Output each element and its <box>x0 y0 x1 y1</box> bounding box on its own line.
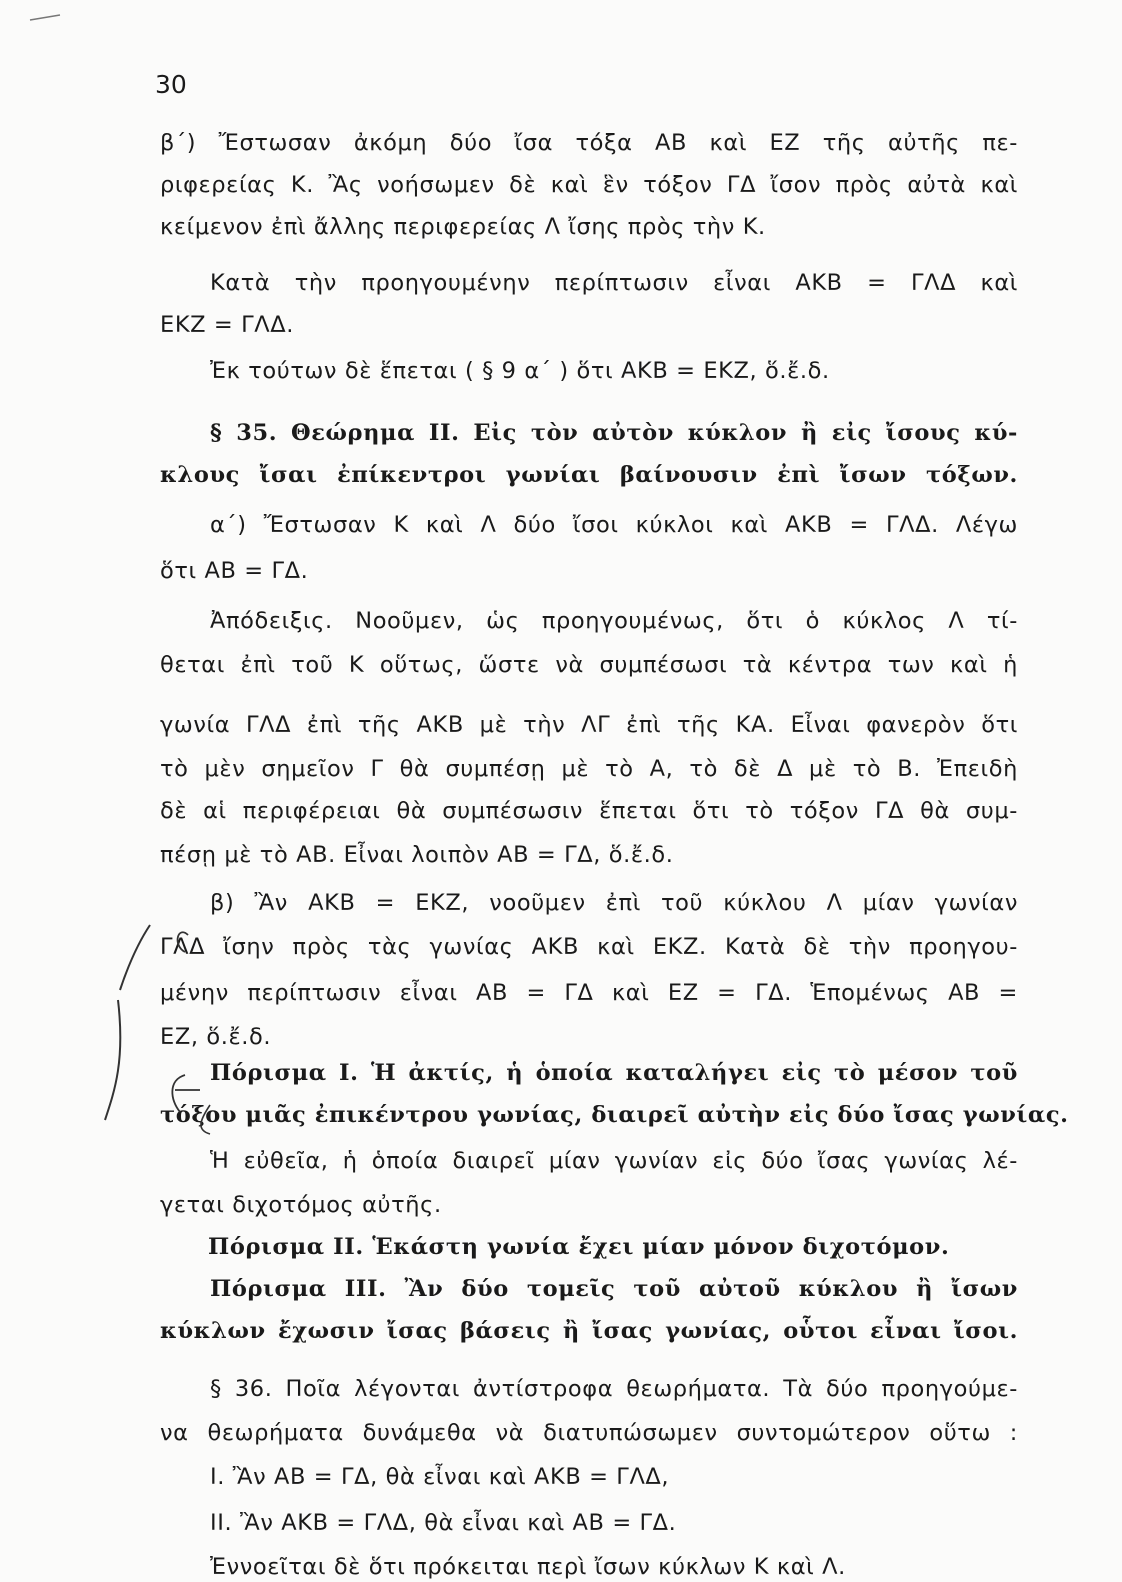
text-line: ΕΚΖ = ΓΛΔ. <box>160 312 295 338</box>
text-line: τὸ μὲν σημεῖον Γ θὰ συμπέσῃ μὲ τὸ Α, τὸ δὲ Δ μὲ τὸ Β. Ἐπειδὴ <box>160 756 1018 782</box>
corollary-heading: κύκλων ἔχωσιν ἴσας βάσεις ἢ ἴσας γωνίας, οὗτοι εἶναι ἴσοι. <box>160 1318 1018 1344</box>
text-line: πέσῃ μὲ τὸ ΑΒ. Εἶναι λοιπὸν ΑΒ = ΓΔ, ὅ.ἔ.δ. <box>160 842 674 868</box>
corollary-heading: τόξου μιᾶς ἐπικέντρου γωνίας, διαιρεῖ αὐτὴν εἰς δύο ἴσας γωνίας. <box>160 1102 1069 1128</box>
text-line: μένην περίπτωσιν εἶναι ΑΒ = ΓΔ καὶ ΕΖ = ΓΔ. Ἑπομένως ΑΒ = <box>160 980 1018 1006</box>
text-line: ὅτι ΑΒ = ΓΔ. <box>160 558 309 584</box>
text-line: β΄) Ἔστωσαν ἀκόμη δύο ἴσα τόξα ΑΒ καὶ ΕΖ τῆς αὐτῆς πε- <box>160 130 1018 156</box>
theorem-heading: κλους ἴσαι ἐπίκεντροι γωνίαι βαίνουσιν ἐπὶ ἴσων τόξων. <box>160 462 1018 488</box>
text-line: ριφερείας Κ. Ἂς νοήσωμεν δὲ καὶ ἓν τόξον ΓΔ ἴσον πρὸς αὐτὰ καὶ <box>160 172 1018 198</box>
text-line: Ἐκ τούτων δὲ ἕπεται ( § 9 α΄ ) ὅτι ΑΚΒ = ΕΚΖ, ὅ.ἔ.δ. <box>210 358 830 384</box>
section-heading: § 36. Ποῖα λέγονται ἀντίστροφα θεωρήματα. Τὰ δύο προηγούμε- <box>210 1376 1018 1402</box>
text-line: ΓΛΔ ἴσην πρὸς τὰς γωνίας ΑΚΒ καὶ ΕΚΖ. Κατὰ δὲ τὴν προηγου- <box>160 934 1018 960</box>
text-line: γεται διχοτόμος αὐτῆς. <box>160 1192 442 1218</box>
text-line: Κατὰ τὴν προηγουμένην περίπτωσιν εἶναι ΑΚΒ = ΓΛΔ καὶ <box>210 270 1018 296</box>
text-line: γωνία ΓΛΔ ἐπὶ τῆς ΑΚΒ μὲ τὴν ΛΓ ἐπὶ τῆς ΚΑ. Εἶναι φανερὸν ὅτι <box>160 712 1018 738</box>
page-number: 30 <box>155 70 187 99</box>
corollary-heading: Πόρισμα ΙΙ. Ἑκάστη γωνία ἔχει μίαν μόνον διχοτόμον. <box>208 1234 950 1260</box>
text-line: ΙΙ. Ἂν ΑΚΒ = ΓΛΔ, θὰ εἶναι καὶ ΑΒ = ΓΔ. <box>210 1510 677 1536</box>
text-line: Ι. Ἂν ΑΒ = ΓΔ, θὰ εἶναι καὶ ΑΚΒ = ΓΛΔ, <box>210 1464 670 1490</box>
text-line: Ἀπόδειξις. Νοοῦμεν, ὡς προηγουμένως, ὅτι ὁ κύκλος Λ τί- <box>210 608 1018 634</box>
text-line: α΄) Ἔστωσαν Κ καὶ Λ δύο ἴσοι κύκλοι καὶ ΑΚΒ = ΓΛΔ. Λέγω <box>210 512 1018 538</box>
corollary-heading: Πόρισμα ΙΙΙ. Ἂν δύο τομεῖς τοῦ αὐτοῦ κύκλου ἢ ἴσων <box>210 1276 1018 1302</box>
text-line: Ἐννοεῖται δὲ ὅτι πρόκειται περὶ ἴσων κύκλων Κ καὶ Λ. <box>210 1554 846 1580</box>
theorem-heading: § 35. Θεώρημα ΙΙ. Εἰς τὸν αὐτὸν κύκλον ἢ εἰς ἴσους κύ- <box>210 420 1018 446</box>
text-line: δὲ αἱ περιφέρειαι θὰ συμπέσωσιν ἕπεται ὅτι τὸ τόξον ΓΔ θὰ συμ- <box>160 798 1018 824</box>
text-line: θεται ἐπὶ τοῦ Κ οὕτως, ὥστε νὰ συμπέσωσι τὰ κέντρα των καὶ ἡ <box>160 652 1018 678</box>
text-line: Ἡ εὐθεῖα, ἡ ὁποία διαιρεῖ μίαν γωνίαν εἰς δύο ἴσας γωνίας λέ- <box>210 1148 1018 1174</box>
text-line: να θεωρήματα δυνάμεθα νὰ διατυπώσωμεν συντομώτερον οὕτω : <box>160 1420 1018 1446</box>
text-line: ΕΖ, ὅ.ἔ.δ. <box>160 1024 272 1050</box>
corollary-heading: Πόρισμα Ι. Ἡ ἀκτίς, ἡ ὁποία καταλήγει εἰς τὸ μέσον τοῦ <box>210 1060 1018 1086</box>
text-line: κείμενον ἐπὶ ἄλλης περιφερείας Λ ἴσης πρὸς τὴν Κ. <box>160 214 766 240</box>
text-line: β) Ἂν ΑΚΒ = ΕΚΖ, νοοῦμεν ἐπὶ τοῦ κύκλου Λ μίαν γωνίαν <box>210 890 1018 916</box>
